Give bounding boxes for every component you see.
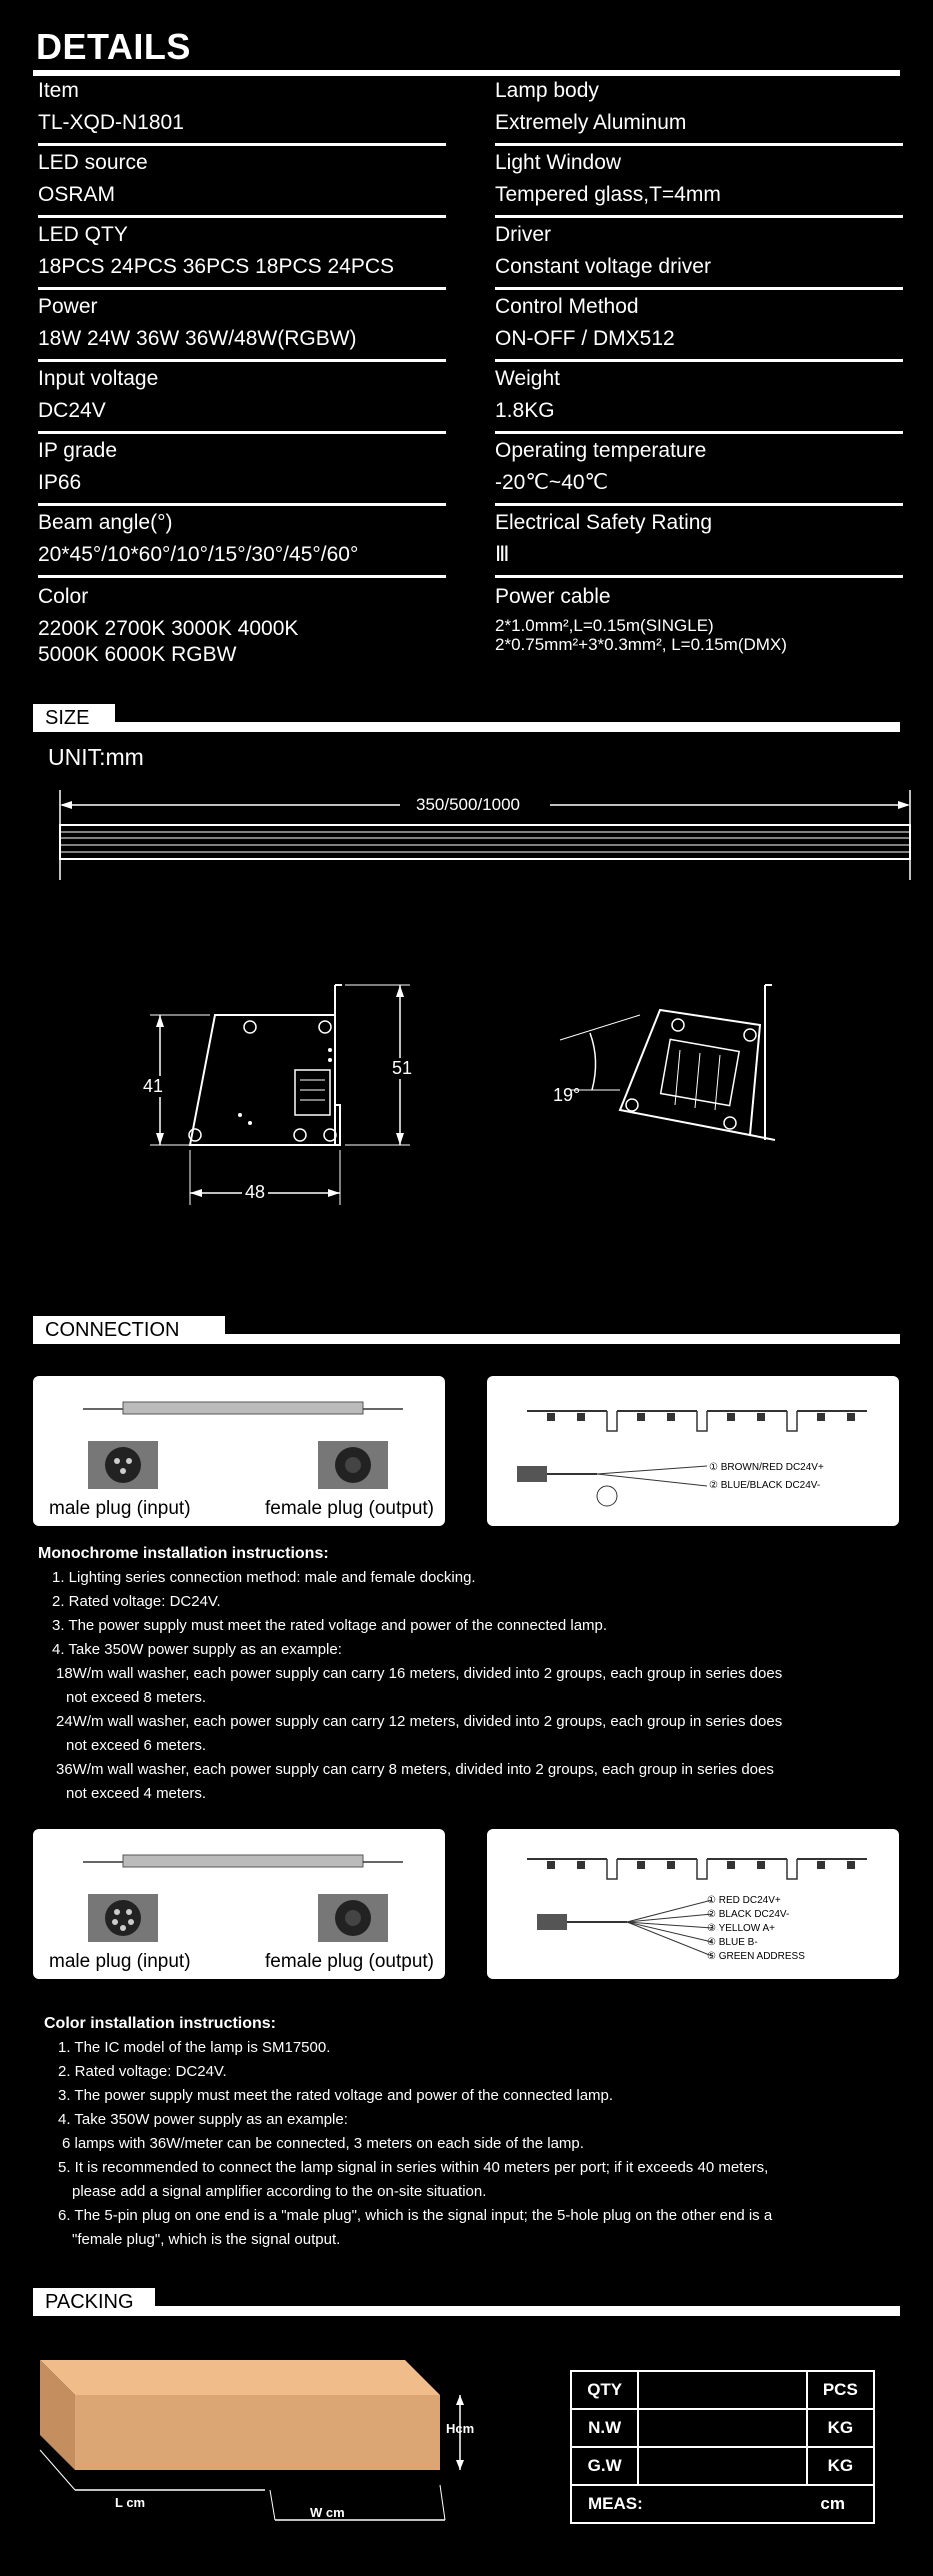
detail-item	[38, 78, 446, 146]
wire-legend-item: ⑤ GREEN ADDRESS	[707, 1951, 805, 1962]
color-plug-panel	[33, 1829, 445, 1979]
mono-instructions-list	[38, 1566, 898, 1806]
detail-label: Electrical Safety Rating	[495, 511, 713, 534]
color-series-diagram	[527, 1849, 867, 1889]
connection-tab: CONNECTION	[33, 1316, 225, 1344]
packing-row	[571, 2447, 874, 2485]
detail-value: OSRAM	[38, 183, 116, 206]
detail-underline	[495, 143, 903, 146]
detail-value: 18W 24W 36W 36W/48W(RGBW)	[38, 327, 357, 350]
detail-value-line2: 2*0.75mm²+3*0.3mm², L=0.15m(DMX)	[495, 635, 787, 654]
instruction-line: 1. The IC model of the lamp is SM17500.	[58, 2039, 331, 2056]
detail-color	[38, 584, 446, 672]
side-view-drawing	[130, 975, 450, 1215]
detail-label: Lamp body	[495, 79, 599, 102]
mono-series-diagram	[527, 1401, 867, 1441]
instruction-line: 1. Lighting series connection method: male and female docking.	[52, 1569, 476, 1586]
mono-instructions	[38, 1542, 898, 1806]
detail-underline	[495, 287, 903, 290]
detail-label: LED source	[38, 151, 148, 174]
wire-legend-item: ① BROWN/RED DC24V+	[709, 1462, 824, 1473]
detail-value: -20℃~40℃	[495, 471, 609, 494]
detail-value: Constant voltage driver	[495, 255, 711, 278]
detail-led-qty	[38, 222, 446, 290]
packing-cell: KG	[807, 2447, 874, 2485]
packing-cell	[638, 2371, 806, 2409]
instruction-line: 4. Take 350W power supply as an example:	[52, 1641, 342, 1658]
details-title: DETAILS	[36, 26, 191, 67]
detail-label: Driver	[495, 223, 551, 246]
size-tab-slant	[100, 704, 114, 732]
packing-cell: QTY	[571, 2371, 638, 2409]
detail-label: Power	[38, 295, 98, 318]
box-length-label: L cm	[115, 2495, 146, 2510]
packing-cell	[638, 2447, 806, 2485]
dimension-41: 41	[143, 1076, 164, 1096]
detail-underline	[495, 503, 903, 506]
detail-underline	[38, 503, 446, 506]
detail-ip-grade	[38, 438, 446, 506]
detail-label: Weight	[495, 367, 560, 390]
detail-value: 2*1.0mm²,L=0.15m(SINGLE)	[495, 616, 714, 635]
instruction-line: 3. The power supply must meet the rated voltage and power of the connected lamp.	[58, 2087, 614, 2104]
meas-unit: cm	[820, 2494, 845, 2513]
color-wire-legend	[707, 1894, 805, 1964]
detail-driver	[495, 222, 903, 290]
size-tab: SIZE	[33, 704, 115, 732]
box-height-label: Hcm	[446, 2421, 475, 2436]
instruction-line: 24W/m wall washer, each power supply can carry 12 meters, divided into 2 groups, each group in series does	[56, 1713, 783, 1730]
packing-table	[570, 2370, 875, 2524]
color-instructions	[44, 2012, 904, 2252]
detail-label: Light Window	[495, 151, 622, 174]
instruction-line: 4. Take 350W power supply as an example:	[58, 2111, 348, 2128]
detail-underline	[38, 215, 446, 218]
detail-underline	[38, 287, 446, 290]
wire-legend-item: ③ YELLOW A+	[707, 1923, 775, 1934]
packing-cell: PCS	[807, 2371, 874, 2409]
packing-row	[571, 2371, 874, 2409]
mono-plug-panel	[33, 1376, 445, 1526]
detail-operating-temperature	[495, 438, 903, 506]
detail-underline	[38, 143, 446, 146]
mono-wiring-panel	[487, 1376, 899, 1526]
female-plug-caption: female plug (output)	[265, 1498, 434, 1519]
detail-value: TL-XQD-N1801	[38, 111, 184, 134]
connection-tab-slant	[194, 1316, 208, 1344]
mono-lamp-bar	[83, 1394, 403, 1424]
detail-value: 18PCS 24PCS 36PCS 18PCS 24PCS	[38, 255, 395, 278]
instruction-line: 2. Rated voltage: DC24V.	[58, 2063, 227, 2080]
detail-value: Ⅲ	[495, 543, 510, 566]
detail-label: IP grade	[38, 439, 118, 462]
instruction-line: 6. The 5-pin plug on one end is a "male plug", which is the signal input; the 5-hole plug on the other end is a	[58, 2207, 773, 2224]
detail-light-window	[495, 150, 903, 218]
detail-value: 1.8KG	[495, 399, 555, 422]
instruction-line: 2. Rated voltage: DC24V.	[52, 1593, 221, 1610]
wire-legend-item: ① RED DC24V+	[707, 1895, 781, 1906]
mono-plug-wire-diagram	[517, 1456, 717, 1516]
angled-view-drawing	[550, 975, 810, 1175]
detail-beam-angle	[38, 510, 446, 578]
size-section-bar	[33, 722, 900, 732]
packing-tab-slant	[143, 2288, 157, 2316]
female-plug-caption-color: female plug (output)	[265, 1951, 434, 1972]
instruction-line: not exceed 4 meters.	[66, 1785, 207, 1802]
detail-weight	[495, 366, 903, 434]
detail-electrical-safety-rating	[495, 510, 903, 578]
packing-row	[571, 2409, 874, 2447]
color-instructions-title: Color installation instructions:	[44, 2015, 277, 2032]
detail-label: Control Method	[495, 295, 639, 318]
male-plug-icon-color	[88, 1894, 158, 1942]
detail-label: Power cable	[495, 585, 611, 608]
detail-underline	[495, 575, 903, 578]
detail-input-voltage	[38, 366, 446, 434]
detail-underline	[38, 431, 446, 434]
instruction-line: 5. It is recommended to connect the lamp signal in series within 40 meters per port; if it exceeds 40 meters,	[58, 2159, 769, 2176]
packing-cell: KG	[807, 2409, 874, 2447]
angle-label: 19°	[553, 1085, 581, 1105]
meas-label: MEAS:	[588, 2494, 643, 2513]
instruction-line: not exceed 8 meters.	[66, 1689, 207, 1706]
wire-legend-item: ④ BLUE B-	[707, 1937, 758, 1948]
detail-underline	[495, 431, 903, 434]
male-plug-caption: male plug (input)	[49, 1498, 191, 1519]
packing-cell: N.W	[571, 2409, 638, 2447]
instruction-line: please add a signal amplifier according to the on-site situation.	[72, 2183, 487, 2200]
detail-underline	[495, 359, 903, 362]
detail-value: Tempered glass,T=4mm	[495, 183, 721, 206]
detail-lamp-body	[495, 78, 903, 146]
female-plug-icon	[318, 1441, 388, 1489]
detail-led-source	[38, 150, 446, 218]
instruction-line: 18W/m wall washer, each power supply can carry 16 meters, divided into 2 groups, each group in series does	[56, 1665, 783, 1682]
instruction-line: 3. The power supply must meet the rated voltage and power of the connected lamp.	[52, 1617, 608, 1634]
unit-label: UNIT:mm	[48, 744, 144, 770]
detail-power-cable	[495, 584, 903, 672]
detail-value: 20*45°/10*60°/10°/15°/30°/45°/60°	[38, 543, 359, 566]
color-wiring-panel	[487, 1829, 899, 1979]
instruction-line: 36W/m wall washer, each power supply can carry 8 meters, divided into 2 groups, each group in series does	[56, 1761, 774, 1778]
male-plug-caption-color: male plug (input)	[49, 1951, 191, 1972]
detail-value: IP66	[38, 471, 82, 494]
packing-cell: G.W	[571, 2447, 638, 2485]
packing-tab: PACKING	[33, 2288, 155, 2316]
color-plug-wire-diagram	[537, 1894, 717, 1969]
packing-cell	[638, 2409, 806, 2447]
detail-label: Input voltage	[38, 367, 159, 390]
packing-section-bar	[33, 2306, 900, 2316]
wire-legend-item: ② BLACK DC24V-	[707, 1909, 790, 1920]
detail-label: LED QTY	[38, 223, 128, 246]
packing-meas-row	[571, 2485, 874, 2523]
instruction-line: 6 lamps with 36W/meter can be connected, 3 meters on each side of the lamp.	[62, 2135, 584, 2152]
instruction-line: "female plug", which is the signal output.	[72, 2231, 341, 2248]
detail-label: Color	[38, 585, 89, 608]
detail-underline	[38, 575, 446, 578]
packing-box-illustration	[35, 2355, 495, 2540]
detail-value: ON-OFF / DMX512	[495, 327, 675, 350]
female-plug-icon-color	[318, 1894, 388, 1942]
details-divider	[33, 70, 900, 76]
wire-legend-item: ② BLUE/BLACK DC24V-	[709, 1480, 821, 1491]
color-instructions-list	[44, 2036, 904, 2252]
detail-label: Operating temperature	[495, 439, 707, 462]
detail-label: Beam angle(°)	[38, 511, 173, 534]
length-dimension: 350/500/1000	[412, 795, 524, 815]
mono-wire-legend	[709, 1459, 824, 1495]
detail-control-method	[495, 294, 903, 362]
detail-power	[38, 294, 446, 362]
instruction-line: not exceed 6 meters.	[66, 1737, 207, 1754]
dimension-51: 51	[392, 1058, 413, 1078]
color-lamp-bar	[83, 1847, 403, 1877]
detail-underline	[495, 215, 903, 218]
detail-underline	[38, 359, 446, 362]
detail-value: 2200K 2700K 3000K 4000K	[38, 617, 299, 640]
male-plug-icon	[88, 1441, 158, 1489]
dimension-48: 48	[242, 1182, 268, 1203]
detail-value-line2: 5000K 6000K RGBW	[38, 643, 237, 666]
box-width-label: W cm	[310, 2505, 345, 2520]
mono-instructions-title: Monochrome installation instructions:	[38, 1545, 329, 1562]
detail-value: Extremely Aluminum	[495, 111, 687, 134]
detail-value: DC24V	[38, 399, 106, 422]
detail-label: Item	[38, 79, 79, 102]
